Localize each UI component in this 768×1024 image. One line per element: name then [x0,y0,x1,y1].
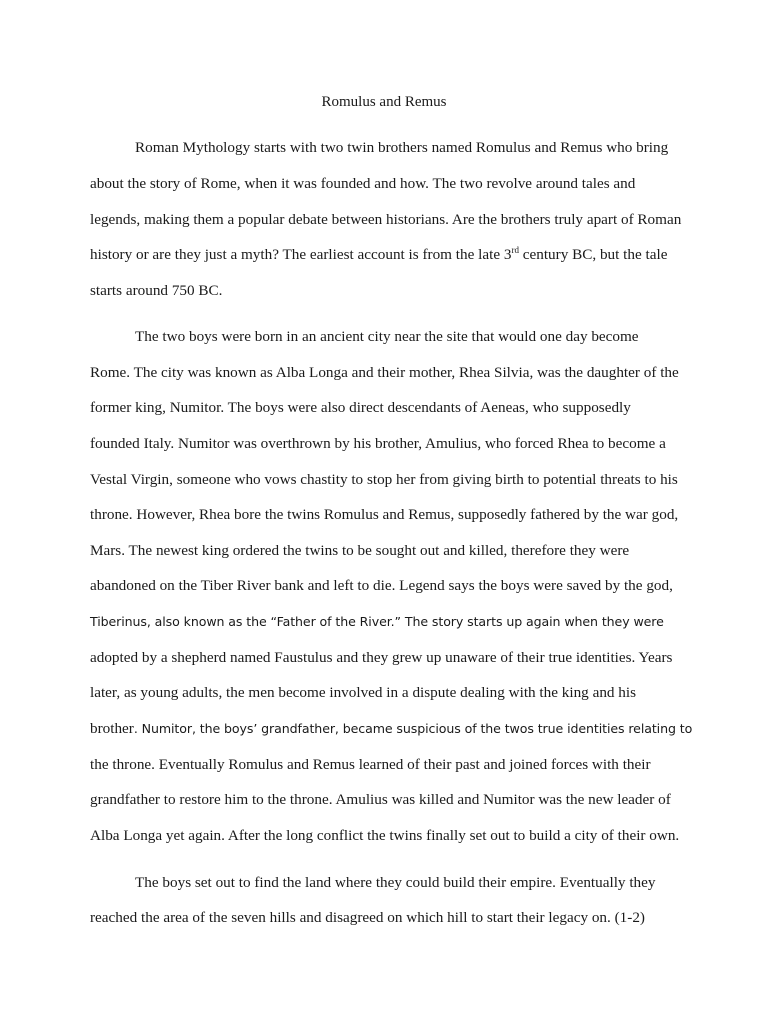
text-line [90,245,690,265]
text-segment: . Numitor, the boys’ grandfather, became suspicious of the twos true identities relating to [133,721,693,736]
text-line: about the story of Rome, when it was founded and how. The two revolve around tales and [90,175,636,192]
text-segment: brother [90,720,134,737]
text-line: abandoned on the Tiber River bank and left to die. Legend says the boys were saved by the god, [90,577,673,594]
text-line: Alba Longa yet again. After the long conflict the twins finally set out to build a city of their own. [90,827,680,844]
text-line: starts around 750 BC. [90,282,223,299]
text-line: later, as young adults, the men become involved in a dispute dealing with the king and his [90,684,637,701]
text-line: reached the area of the seven hills and disagreed on which hill to start their legacy on. (1-2) [90,909,645,926]
text-line: former king, Numitor. The boys were also direct descendants of Aeneas, who supposedly [90,399,631,416]
text-line: Mars. The newest king ordered the twins to be sought out and killed, therefore they were [90,542,630,559]
text-line: Roman Mythology starts with two twin brothers named Romulus and Remus who bring [135,139,669,156]
text-line: founded Italy. Numitor was overthrown by his brother, Amulius, who forced Rhea to become a [90,435,666,452]
text-line: The boys set out to find the land where they could build their empire. Eventually they [135,874,656,891]
text-segment: century BC, but the tale [518,246,668,263]
document-title: Romulus and Remus [321,94,447,110]
text-line: The two boys were born in an ancient city near the site that would one day become [135,328,639,345]
text-line: adopted by a shepherd named Faustulus and they grew up unaware of their true identities. Years [90,649,673,666]
text-line [90,719,693,739]
text-line: Rome. The city was known as Alba Longa and their mother, Rhea Silvia, was the daughter of the [90,364,679,381]
text-line: grandfather to restore him to the throne. Amulius was killed and Numitor was the new leader of [90,791,671,808]
text-line: throne. However, Rhea bore the twins Romulus and Remus, supposedly fathered by the war god, [90,506,679,523]
text-line: Tiberinus, also known as the “Father of the River.” The story starts up again when they were [90,614,664,629]
superscript: rd [511,245,519,255]
text-line: the throne. Eventually Romulus and Remus learned of their past and joined forces with their [90,756,651,773]
text-line: legends, making them a popular debate between historians. Are the brothers truly apart of Roman [90,211,682,228]
text-line: Vestal Virgin, someone who vows chastity to stop her from giving birth to potential threats to his [90,471,678,488]
text-segment: history or are they just a myth? The earliest account is from the late 3 [90,246,512,263]
